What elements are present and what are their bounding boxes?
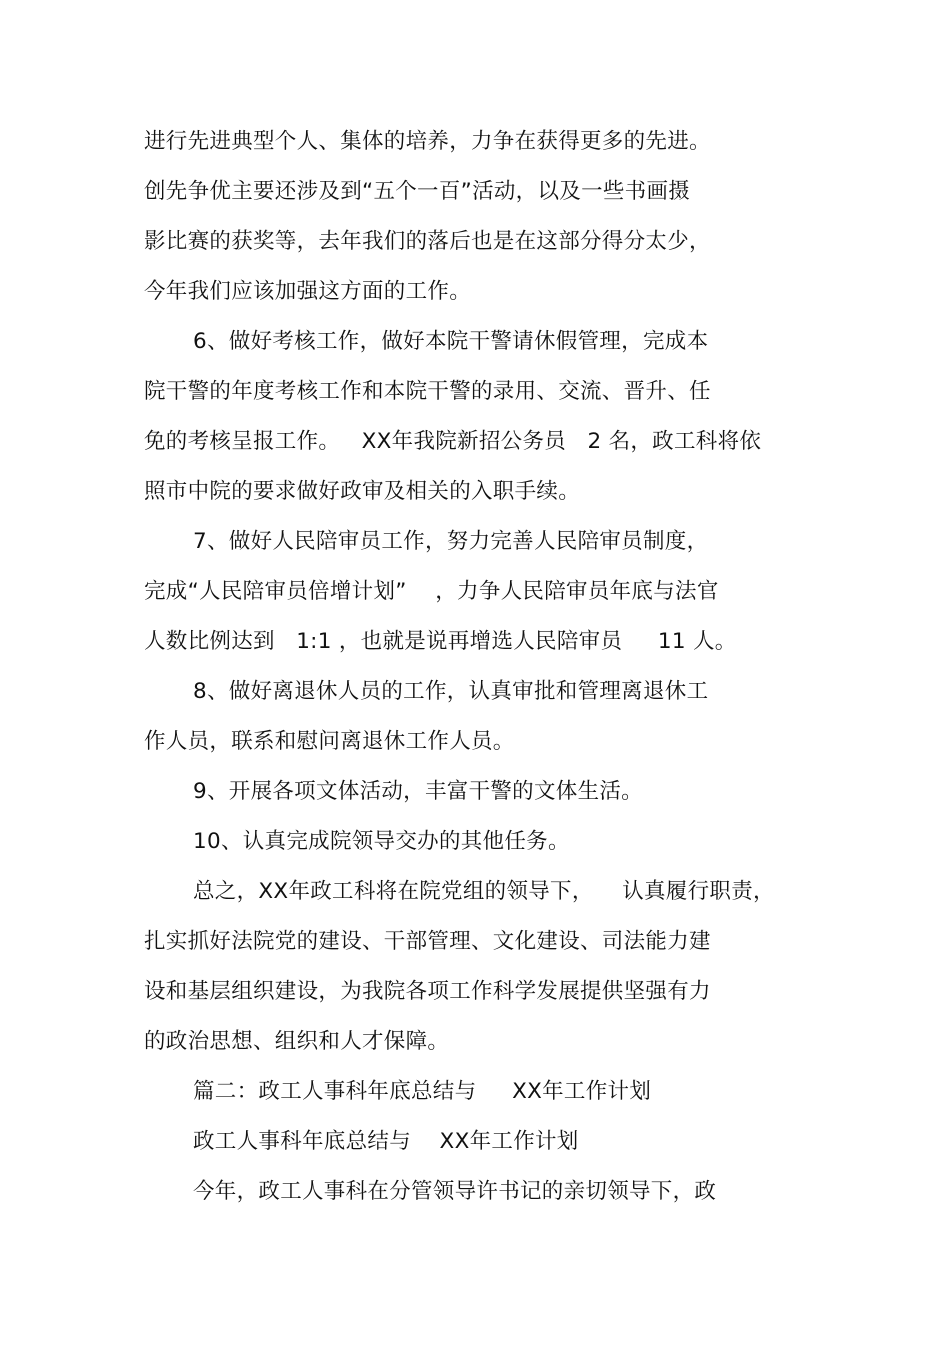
text-line: 照市中院的要求做好政审及相关的入职手续。 — [144, 479, 581, 504]
paragraph-6-start: 6、做好考核工作，做好本院干警请休假管理，完成本 — [193, 329, 709, 354]
text-line: 影比赛的获奖等，去年我们的落后也是在这部分得分太少， — [144, 229, 711, 254]
text-line: 免的考核呈报工作。 XX年我院新招公务员 2 名，政工科将依 — [144, 429, 762, 454]
section-subtitle: 政工人事科年底总结与 XX年工作计划 — [193, 1129, 579, 1154]
text-line: 扎实抓好法院党的建设、干部管理、文化建设、司法能力建 — [144, 929, 711, 954]
text-line: 院干警的年度考核工作和本院干警的录用、交流、晋升、任 — [144, 379, 711, 404]
text-line: 作人员，联系和慰问离退休工作人员。 — [144, 729, 515, 754]
paragraph-8-start: 8、做好离退休人员的工作，认真审批和管理离退休工 — [193, 679, 709, 704]
text-line: 设和基层组织建设，为我院各项工作科学发展提供坚强有力 — [144, 979, 711, 1004]
text-line: 今年，政工人事科在分管领导许书记的亲切领导下，政 — [193, 1179, 717, 1204]
paragraph-7-start: 7、做好人民陪审员工作，努力完善人民陪审员制度， — [193, 529, 709, 554]
paragraph-10: 10、认真完成院领导交办的其他任务。 — [193, 829, 570, 854]
text-line: 完成“人民陪审员倍增计划” ，力争人民陪审员年底与法官 — [144, 579, 719, 604]
summary-paragraph-start: 总之，XX年政工科将在院党组的领导下， 认真履行职责， — [193, 879, 775, 904]
paragraph-9: 9、开展各项文体活动，丰富干警的文体生活。 — [193, 779, 643, 804]
text-line: 创先争优主要还涉及到“五个一百”活动，以及一些书画摄 — [144, 179, 691, 204]
text-line: 人数比例达到 1:1 ，也就是说再增选人民陪审员 11 人。 — [144, 629, 737, 654]
text-line: 进行先进典型个人、集体的培养，力争在获得更多的先进。 — [144, 129, 711, 154]
text-line: 的政治思想、组织和人才保障。 — [144, 1029, 450, 1054]
text-line: 今年我们应该加强这方面的工作。 — [144, 279, 472, 304]
section-heading: 篇二：政工人事科年底总结与 XX年工作计划 — [193, 1079, 652, 1104]
